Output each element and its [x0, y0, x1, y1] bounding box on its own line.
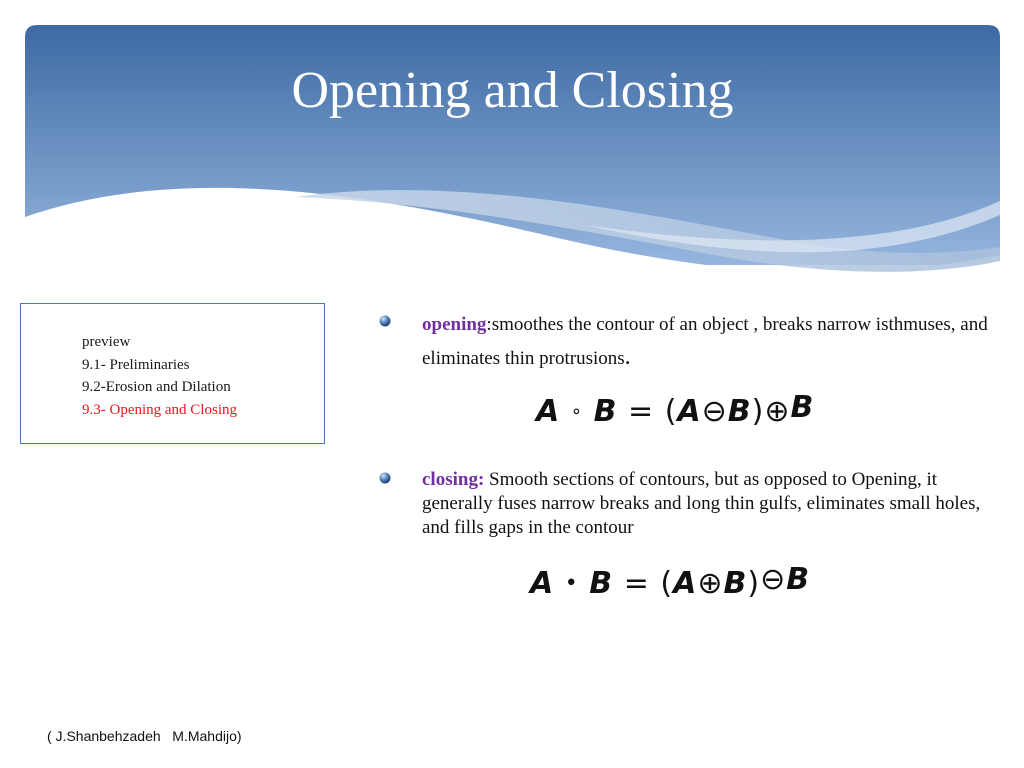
formula-var: B	[786, 562, 811, 597]
formula-paren: (	[664, 394, 678, 429]
formula-var: A	[530, 566, 555, 601]
opening-period: .	[624, 344, 631, 370]
formula-eq: =	[623, 566, 650, 601]
formula-var: A	[536, 394, 561, 429]
toc-list	[82, 331, 237, 421]
formula-var: B	[593, 394, 618, 429]
toc-item-preliminaries[interactable]: 9.1- Preliminaries	[82, 356, 190, 373]
formula-op-dilation: ⊕	[764, 394, 791, 429]
formula-var: A	[673, 566, 698, 601]
bullet-opening-text	[422, 308, 1002, 375]
formula-var: B	[790, 390, 815, 425]
opening-formula	[536, 390, 814, 429]
toc-item-preview[interactable]: preview	[82, 334, 131, 350]
formula-op-dilation: ⊕	[697, 566, 724, 601]
formula-paren: )	[747, 566, 761, 601]
formula-var: A	[677, 394, 702, 429]
formula-paren: )	[751, 394, 765, 429]
formula-var: B	[723, 566, 748, 601]
formula-op-close: •	[564, 571, 579, 596]
formula-var: B	[589, 566, 614, 601]
closing-formula	[530, 562, 810, 601]
toc-box	[20, 303, 325, 444]
formula-paren: (	[660, 566, 674, 601]
formula-op-erosion: ⊖	[701, 394, 728, 429]
formula-op-erosion: ⊖	[760, 562, 787, 597]
closing-definition: Smooth sections of contours, but as opposed to Opening, it generally fuses narrow breaks and long thin gulfs, eliminates small holes, and fills gaps in the contour	[422, 469, 981, 538]
toc-item-erosion-dilation[interactable]: 9.2-Erosion and Dilation	[82, 379, 231, 395]
opening-definition: :smoothes the contour of an object , breaks narrow isthmuses, and eliminates thin protrusions	[422, 314, 988, 369]
bullet-closing-text	[422, 468, 1002, 540]
term-opening: opening	[422, 314, 487, 335]
formula-var: B	[727, 394, 752, 429]
formula-eq: =	[628, 394, 655, 429]
bullet-orb-icon	[378, 471, 392, 485]
footer-credit: ( J.Shanbehzadeh M.Mahdijo)	[47, 728, 242, 744]
toc-item-opening-closing[interactable]: 9.3- Opening and Closing	[82, 401, 237, 418]
bullet-orb-icon	[378, 314, 392, 328]
term-closing: closing:	[422, 469, 485, 490]
formula-op-open: ∘	[570, 401, 584, 422]
slide-title: Opening and Closing	[291, 62, 734, 119]
